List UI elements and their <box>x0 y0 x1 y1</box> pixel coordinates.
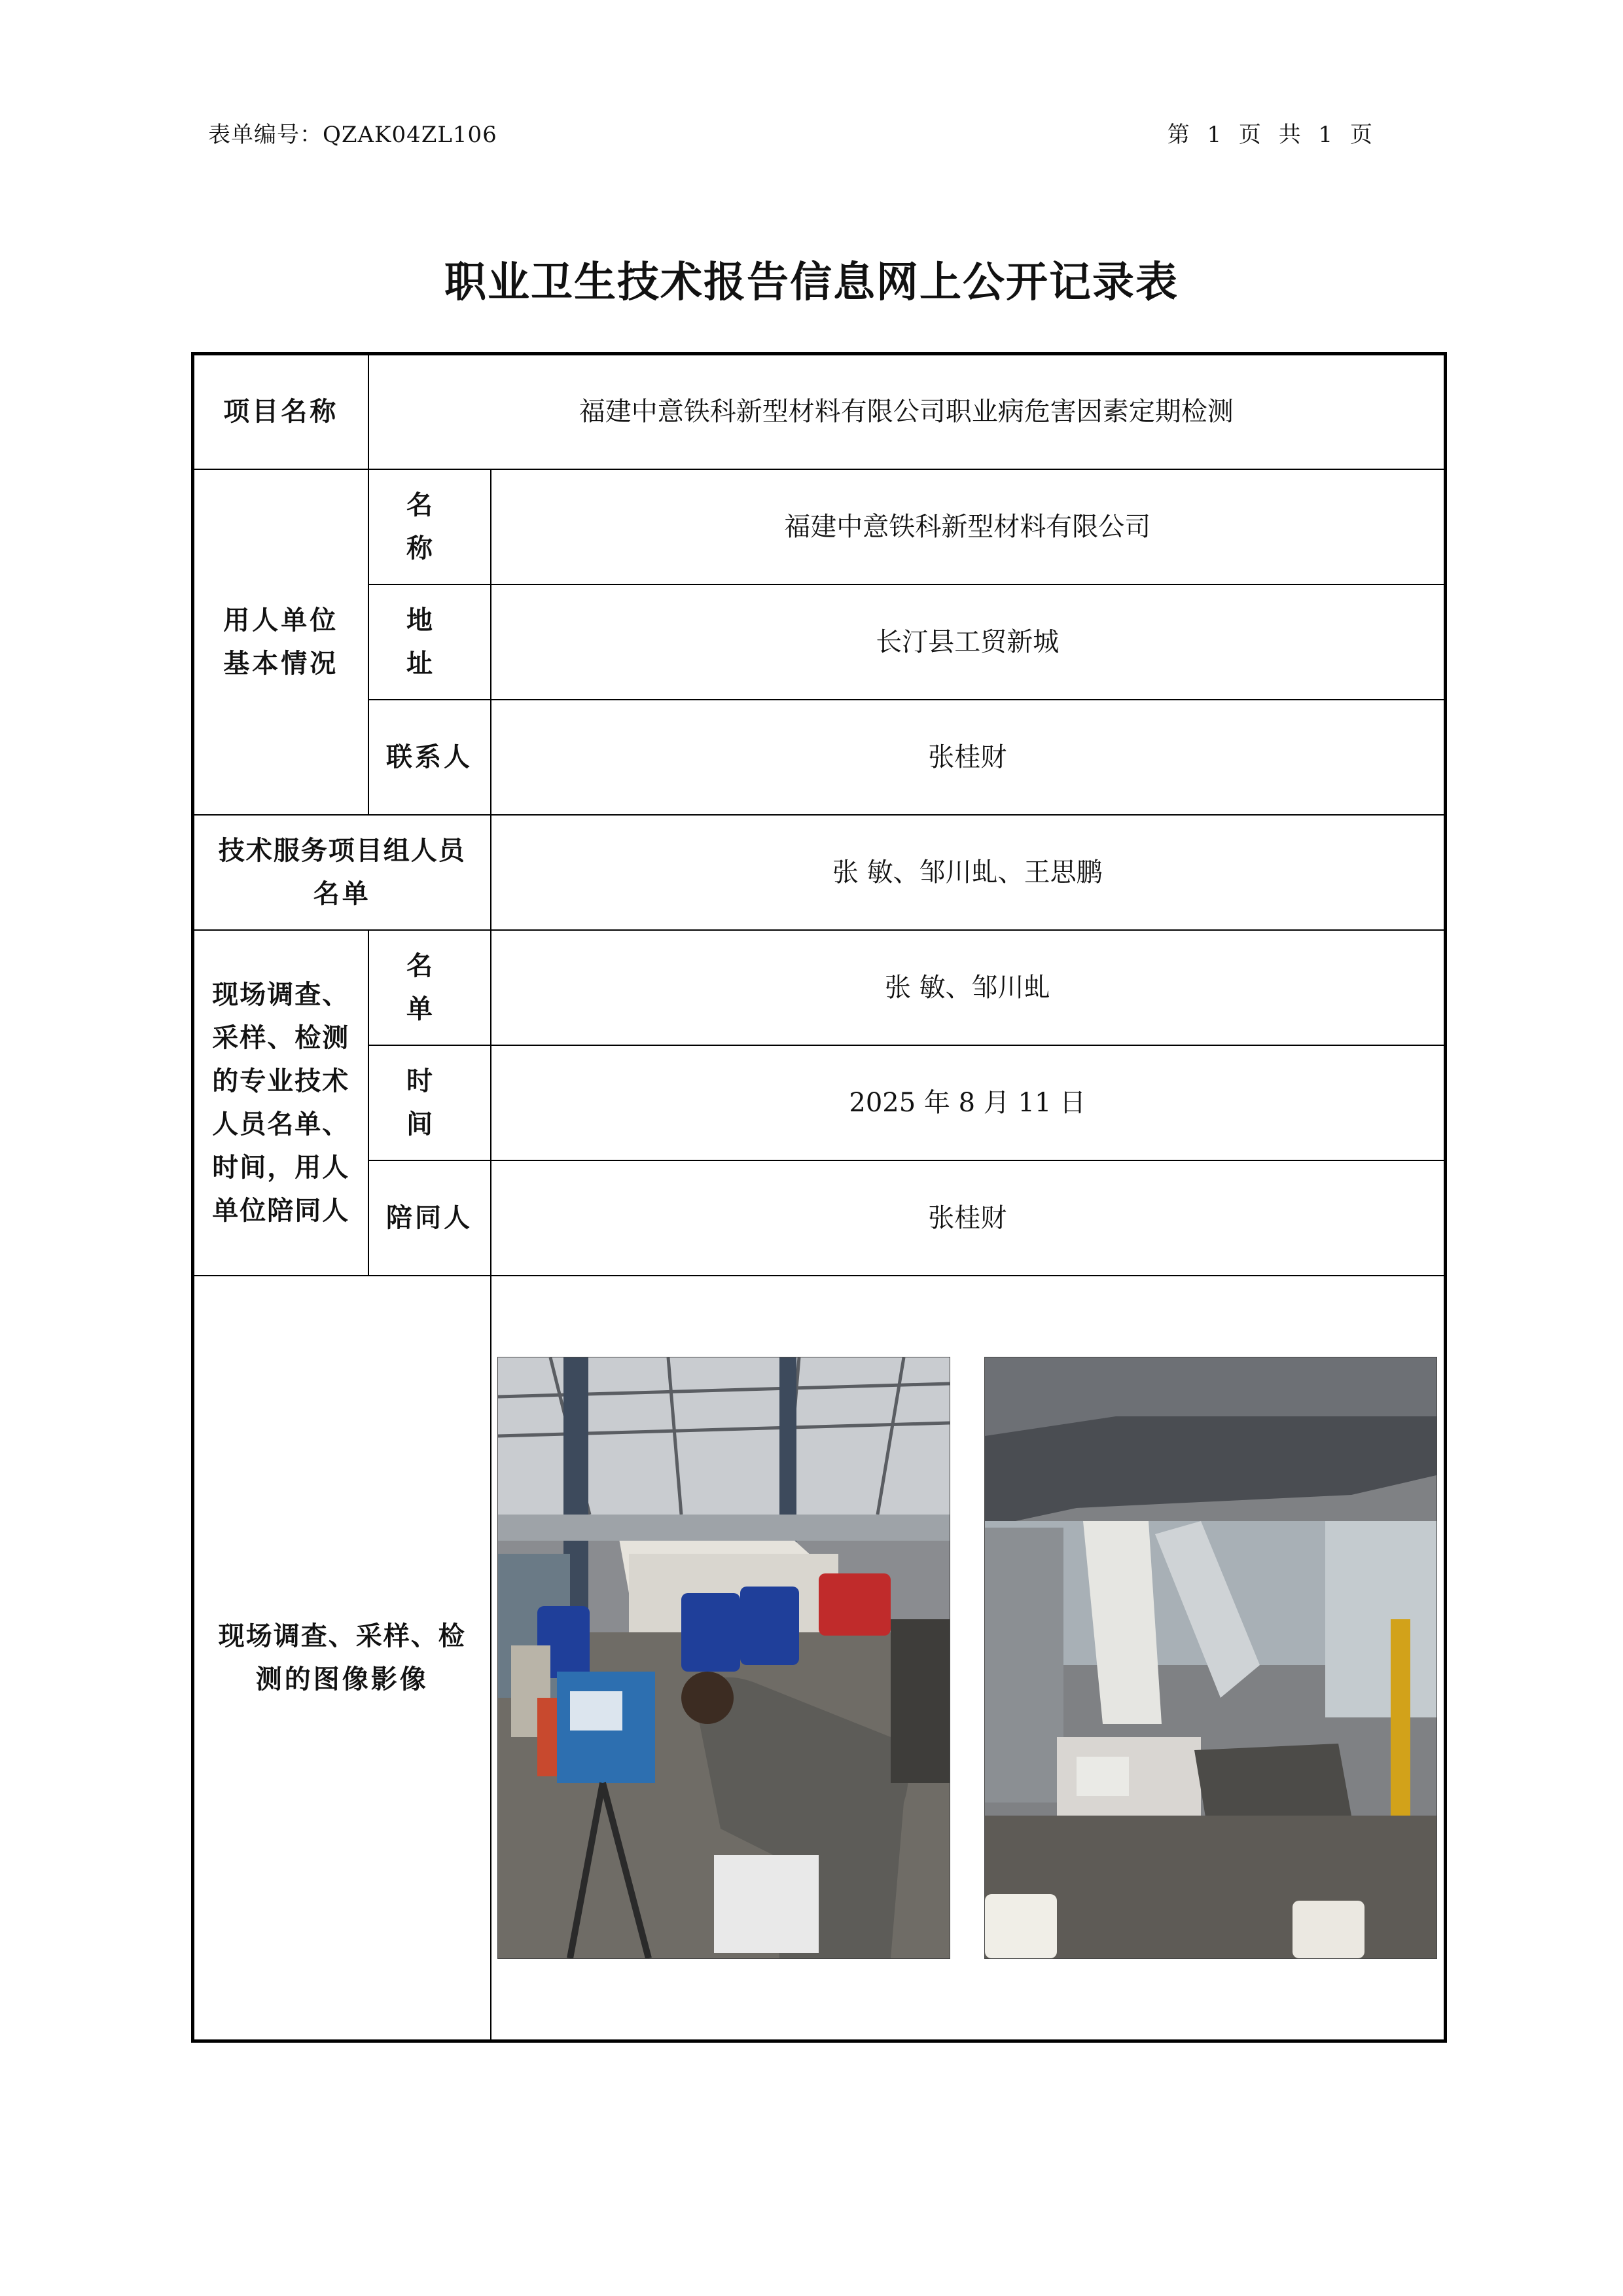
contact-label: 联系人 <box>368 700 491 815</box>
team-value: 张 敏、邹川虬、王思鹏 <box>491 815 1446 930</box>
employer-label-line: 用人单位 <box>223 605 339 636</box>
team-label-line: 名单 <box>313 878 371 909</box>
table-row <box>193 1160 1446 1276</box>
survey-label-line: 人员名单、 <box>212 1109 350 1139</box>
images-label-line: 现场调查、采样、检 <box>218 1621 466 1651</box>
images-label-line: 测的图像影像 <box>255 1664 429 1695</box>
table-row <box>193 469 1446 584</box>
employer-label-line: 基本情况 <box>223 648 339 679</box>
table-row <box>193 1276 1446 2041</box>
survey-label-line: 采样、检测 <box>212 1022 350 1053</box>
team-label-line: 技术服务项目组人员 <box>218 835 466 866</box>
table-row <box>193 700 1446 815</box>
escort-value: 张桂财 <box>491 1160 1446 1276</box>
form-number: 表单编号：QZAK04ZL106 <box>208 122 497 148</box>
list-value: 张 敏、邹川虬 <box>491 930 1446 1045</box>
escort-label: 陪同人 <box>368 1160 491 1276</box>
time-value: 2025 年 8 月 11 日 <box>491 1045 1446 1160</box>
table-row <box>193 930 1446 1045</box>
dust-collector-sampling-photo <box>984 1357 1437 1959</box>
table-row <box>193 815 1446 930</box>
survey-label-line: 时间，用人 <box>212 1152 350 1183</box>
time-label: 时 间 <box>368 1045 491 1160</box>
team-label <box>193 815 491 930</box>
table-row <box>193 354 1446 469</box>
page-info: 第 1 页 共 1 页 <box>1167 122 1373 148</box>
project-label: 项目名称 <box>193 354 368 469</box>
table-row <box>193 584 1446 700</box>
photo-row <box>497 1357 1439 1959</box>
survey-label-line: 现场调查、 <box>212 979 350 1010</box>
page-title: 职业卫生技术报告信息网上公开记录表 <box>444 259 1179 307</box>
project-value: 福建中意铁科新型材料有限公司职业病危害因素定期检测 <box>368 354 1446 469</box>
name-label: 名 称 <box>368 469 491 584</box>
survey-label <box>193 930 368 1276</box>
survey-label-line: 单位陪同人 <box>212 1195 350 1226</box>
address-label: 地 址 <box>368 584 491 700</box>
survey-label-line: 的专业技术 <box>212 1066 350 1096</box>
employer-label <box>193 469 368 815</box>
images-label <box>193 1276 491 2041</box>
photos-cell <box>491 1276 1446 2041</box>
factory-floor-sampling-photo <box>497 1357 950 1959</box>
table-row <box>193 1045 1446 1160</box>
name-value: 福建中意铁科新型材料有限公司 <box>491 469 1446 584</box>
record-table <box>191 352 1447 2043</box>
list-label: 名 单 <box>368 930 491 1045</box>
contact-value: 张桂财 <box>491 700 1446 815</box>
address-value: 长汀县工贸新城 <box>491 584 1446 700</box>
